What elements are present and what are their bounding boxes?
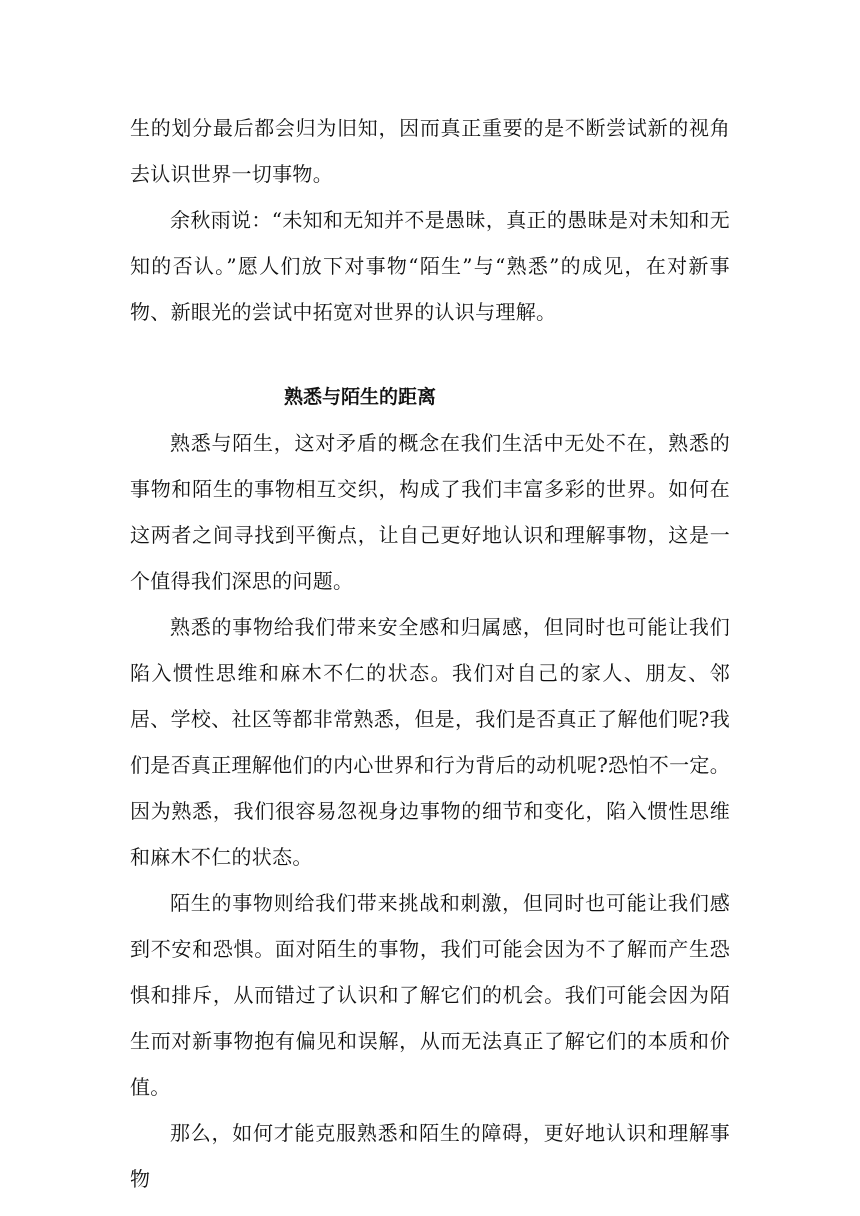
essay-body [130, 420, 730, 1202]
paragraph: 陌生的事物则给我们带来挑战和刺激，但同时也可能让我们感到不安和恐惧。面对陌生的事物，我们可能会因为不了解而产生恐惧和排斥，从而错过了认识和了解它们的机会。我们可能会因为陌生而对新事物抱有偏见和误解，从而无法真正了解它们的本质和价值。 [130, 891, 730, 1099]
paragraph: 那么，如何才能克服熟悉和陌生的障碍，更好地认识和理解事物 [130, 1121, 730, 1191]
paragraph: 余秋雨说：“未知和无知并不是愚昧，真正的愚昧是对未知和无知的否认。”愿人们放下对事物“陌生”与“熟悉”的成见，在对新事物、新眼光的尝试中拓宽对世界的认识与理解。 [130, 208, 730, 324]
essay-title: 熟悉与陌生的距离 [284, 386, 437, 408]
paragraph: 熟悉的事物给我们带来安全感和归属感，但同时也可能让我们陷入惯性思维和麻木不仁的状态。我们对自己的家人、朋友、邻居、学校、社区等都非常熟悉，但是，我们是否真正了解他们呢?我们是否真正理解他们的内心世界和行为背后的动机呢?恐怕不一定。因为熟悉，我们很容易忽视身边事物的细节和变化，陷入惯性思维和麻木不仁的状态。 [130, 615, 730, 869]
paragraph: 生的划分最后都会归为旧知，因而真正重要的是不断尝试新的视角去认识世界一切事物。 [130, 116, 730, 186]
paragraph: 熟悉与陌生，这对矛盾的概念在我们生活中无处不在，熟悉的事物和陌生的事物相互交织，构成了我们丰富多彩的世界。如何在这两者之间寻找到平衡点，让自己更好地认识和理解事物，这是一个值得我们深思的问题。 [130, 431, 730, 593]
previous-section [130, 105, 730, 335]
